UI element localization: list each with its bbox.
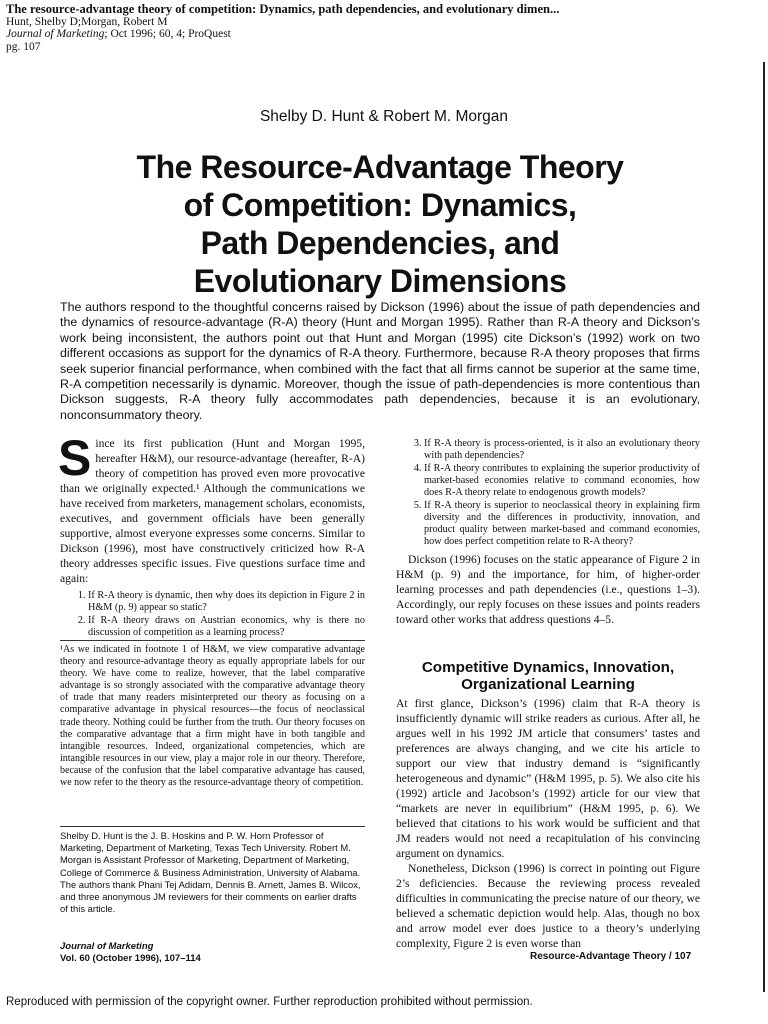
- article-authors: Shelby D. Hunt & Robert M. Morgan: [259, 108, 509, 125]
- footer-volume: Vol. 60 (October 1996), 107–114: [60, 953, 201, 964]
- citation-journal: [6, 28, 559, 41]
- citation-title: The resource-advantage theory of competition: Dynamics, path dependencies, and evolutionary dimen...: [6, 2, 560, 16]
- citation-journal-name: Journal of Marketing: [6, 28, 105, 41]
- footnote: ¹As we indicated in footnote 1 of H&M, we view comparative advantage theory and resource-advantage theory as equally appropriate labels for our theory. We have come to realize, however, that the label comparative advantage is so strongly associated with the comparative advantage theory of trade that many readers misinterpreted our theory as focusing on a comparative advantage in physical resources—the focus of neoclassical trade theory. Nothing could be further from the truth. Our theory focuses on the comparative advantage that a firm might have in both tangible and intangible resources. Indeed, organizational competencies, which are intangible resources in our view, play a major role in our theory. Therefore, because of the confusion that the label comparative advantage has caused, we now refer to the theory as the resource-advantage theory of competition.: [60, 644, 365, 789]
- bio-divider: [60, 826, 365, 827]
- abstract: The authors respond to the thoughtful concerns raised by Dickson (1996) about the issue of path dependencies and the dynamics of resource-advantage (R-A) theory (Hunt and Morgan 1995). Rather than R-A theory and Dickson’s work being inconsistent, the authors point out that Hunt and Morgan (1995) cite Dickson’s (1992) work on two different occasions as support for the dynamics of R-A theory. Furthermore, because R-A theory proposes that firms seek superior financial performance, when combined with the fact that all firms cannot be superior at the same time, R-A competition necessarily is dynamic. Moreover, though the issue of path-dependencies is more contentious than Dickson suggests, R-A theory fully accommodates path dependencies, because it is an evolutionary, nonconsummatory theory.: [60, 300, 700, 422]
- question-item: 1. If R-A theory is dynamic, then why does its depiction in Figure 2 in H&M (p. 9) appear so static?: [88, 590, 365, 614]
- section-heading: Competitive Dynamics, Innovation, Organizational Learning: [421, 659, 675, 693]
- question-item: 4. If R-A theory contributes to explaining the superior productivity of market-based economies relative to command economies, how does R-A theory relate to endogenous growth models?: [424, 463, 700, 499]
- footnote-divider: [60, 640, 365, 641]
- body-paragraph: Dickson (1996) focuses on the static appearance of Figure 2 in H&M (p. 9) and the importance, for him, of higher-order learning processes and path dependencies (i.e., questions 1–3). Accordingly, our reply focuses on these issues and points readers toward other works that address questions 4–5.: [396, 553, 700, 626]
- title-line: The Resource-Advantage Theory: [136, 149, 624, 185]
- citation-header: [6, 3, 559, 53]
- right-column: [396, 436, 700, 627]
- intro-text: ince its first publication (Hunt and Morgan 1995, hereafter H&M), our resource-advantage (hereafter, R-A) theory of competition has proved even more provocative than we originally expected.¹ Although the communications we have received from marketers, management scholars, economists, executives, and government officials have been generally supportive, almost everyone expresses some concerns. Similar to Dickson (1996), most have constructively criticized how R-A theory addresses specific issues. Five questions surface time and again:: [60, 437, 365, 585]
- title-line: Path Dependencies, and: [200, 225, 560, 261]
- page-edge-rule: [763, 62, 765, 992]
- question-list: [60, 590, 365, 639]
- left-column: [58, 430, 365, 643]
- drop-cap: S: [58, 430, 92, 486]
- section-body: [396, 696, 700, 951]
- body-paragraph: At first glance, Dickson’s (1996) claim that R-A theory is insufficiently dynamic will strike readers as curious. After all, he argues well in his 1992 JM article that consumers’ tastes and preferences are always changing, and we cite his article to support our view that industry demand is “significantly heterogeneous and dynamic” (H&M 1995, p. 5). We also cite his (1992) article and Jacobson’s (1992) article for our view that “markets are never in equilibrium” (H&M 1995, p. 6). We believed that citations to his work would be sufficient and that JM readers would not need a recapitulation of his convincing argument on dynamics.: [396, 697, 700, 860]
- reproduction-notice: Reproduced with permission of the copyright owner. Further reproduction prohibited without permission.: [6, 996, 533, 1008]
- citation-authors: Hunt, Shelby D;Morgan, Robert M: [6, 15, 168, 28]
- running-title: Resource-Advantage Theory / 107: [530, 951, 692, 962]
- question-list: [396, 438, 700, 548]
- article-title: [40, 148, 720, 300]
- question-item: 3. If R-A theory is process-oriented, is it also an evolutionary theory with path dependencies?: [424, 438, 700, 462]
- question-item: 5. If R-A theory is superior to neoclassical theory in explaining firm diversity and the differences in productivity, innovation, and product quality between market-based and command economies, how does perfect competition relate to R-A theory?: [424, 500, 700, 548]
- footer-journal: Journal of Marketing: [60, 941, 154, 952]
- title-line: Evolutionary Dimensions: [193, 263, 567, 299]
- title-line: of Competition: Dynamics,: [183, 187, 577, 223]
- question-item: 2. If R-A theory draws on Austrian economics, why is there no discussion of competition as a learning process?: [88, 615, 365, 639]
- citation-journal-info: ; Oct 1996; 60, 4; ProQuest: [104, 28, 231, 41]
- citation-page: pg. 107: [6, 40, 41, 53]
- journal-footer: [60, 941, 201, 965]
- author-bio: Shelby D. Hunt is the J. B. Hoskins and P. W. Horn Professor of Marketing, Department of Marketing, Texas Tech University. Robert M. Morgan is Assistant Professor of Marketing, Department of Marketing, College of Commerce & Business Administration, University of Alabama. The authors thank Phani Tej Adidam, Dennis B. Arnett, James B. Wilcox, and three anonymous JM reviewers for their comments on earlier drafts of this article.: [60, 830, 361, 915]
- body-paragraph: Nonetheless, Dickson (1996) is correct in pointing out Figure 2’s deficiencies. Because the reviewing process revealed difficulties in communicating the precise nature of our theory, we believed a schematic depiction would help. Alas, though no box and arrow model ever does justice to a theory’s underlying complexity, Figure 2 is even worse than: [396, 862, 700, 950]
- intro-paragraph: [58, 430, 365, 586]
